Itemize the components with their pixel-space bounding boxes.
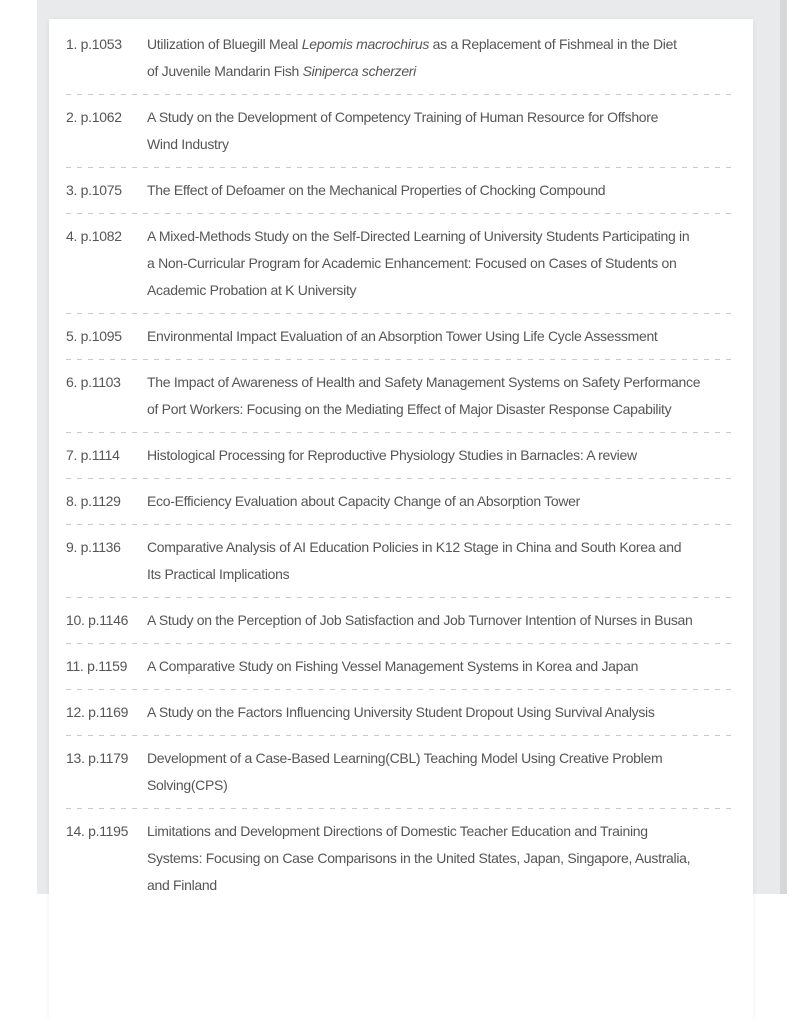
entry-title-link[interactable] bbox=[147, 442, 733, 469]
entry-number-page: 11. p.1159 bbox=[66, 658, 128, 674]
entry-title-link[interactable] bbox=[147, 177, 733, 204]
toc-entry bbox=[66, 22, 733, 94]
entry-title-link[interactable] bbox=[147, 31, 733, 85]
toc-entry bbox=[66, 690, 733, 735]
entry-title-line: Systems: Focusing on Case Comparisons in the United States, Japan, Singapore, Australia, bbox=[147, 850, 691, 866]
entry-number-page: 1. p.1053 bbox=[66, 36, 122, 52]
entry-title-link[interactable] bbox=[147, 534, 733, 588]
entry-number-page: 6. p.1103 bbox=[66, 374, 121, 390]
entry-title-line: Academic Probation at K University bbox=[147, 282, 357, 298]
toc-entry bbox=[66, 214, 733, 313]
entry-title-line: Its Practical Implications bbox=[147, 566, 290, 582]
entry-number-page: 9. p.1136 bbox=[66, 539, 121, 555]
entry-title-link[interactable] bbox=[147, 323, 733, 350]
toc-entry bbox=[66, 644, 733, 689]
entry-title-line: Solving(CPS) bbox=[147, 777, 228, 793]
toc-entry bbox=[66, 433, 733, 478]
entry-title-line: Limitations and Development Directions of Domestic Teacher Education and Training bbox=[147, 823, 648, 839]
toc-entry bbox=[66, 95, 733, 167]
entry-number-page: 2. p.1062 bbox=[66, 109, 122, 125]
entry-number-page: 13. p.1179 bbox=[66, 750, 129, 766]
toc-entry bbox=[66, 736, 733, 808]
entry-title-link[interactable] bbox=[147, 488, 733, 515]
entry-title-line: Histological Processing for Reproductive Physiology Studies in Barnacles: A review bbox=[147, 447, 637, 463]
entry-title-link[interactable] bbox=[147, 818, 733, 899]
entry-title-line: of Juvenile Mandarin Fish Siniperca scherzeri bbox=[147, 63, 416, 79]
toc-entry bbox=[66, 168, 733, 213]
entry-number-page: 8. p.1129 bbox=[66, 493, 121, 509]
toc-card bbox=[49, 19, 753, 1019]
entry-number-page: 4. p.1082 bbox=[66, 228, 122, 244]
entry-title-line: Utilization of Bluegill Meal Lepomis macrochirus as a Replacement of Fishmeal in the Diet bbox=[147, 36, 677, 52]
entry-title-line: Wind Industry bbox=[147, 136, 229, 152]
entry-title-link[interactable] bbox=[147, 607, 733, 634]
entry-title-line: The Impact of Awareness of Health and Safety Management Systems on Safety Performance bbox=[147, 374, 701, 390]
entry-title-line: A Comparative Study on Fishing Vessel Management Systems in Korea and Japan bbox=[147, 658, 639, 674]
entry-title-line: Environmental Impact Evaluation of an Absorption Tower Using Life Cycle Assessment bbox=[147, 328, 658, 344]
entry-title-line: A Study on the Development of Competency Training of Human Resource for Offshore bbox=[147, 109, 659, 125]
entry-title-line: A Study on the Factors Influencing University Student Dropout Using Survival Analysis bbox=[147, 704, 655, 720]
toc-entry bbox=[66, 479, 733, 524]
entry-number-page: 14. p.1195 bbox=[66, 823, 129, 839]
toc-entry bbox=[66, 360, 733, 432]
entry-number-page: 10. p.1146 bbox=[66, 612, 129, 628]
entry-title-line: Development of a Case-Based Learning(CBL) Teaching Model Using Creative Problem bbox=[147, 750, 663, 766]
entry-title-link[interactable] bbox=[147, 223, 733, 304]
entry-title-line: A Study on the Perception of Job Satisfaction and Job Turnover Intention of Nurses in Busan bbox=[147, 612, 693, 628]
toc-entry bbox=[66, 314, 733, 359]
toc-entry bbox=[66, 809, 733, 908]
entry-number-page: 12. p.1169 bbox=[66, 704, 129, 720]
toc-list bbox=[66, 22, 733, 908]
entry-title-link[interactable] bbox=[147, 104, 733, 158]
entry-number-page: 5. p.1095 bbox=[66, 328, 122, 344]
entry-title-line: The Effect of Defoamer on the Mechanical Properties of Chocking Compound bbox=[147, 182, 606, 198]
entry-title-line: of Port Workers: Focusing on the Mediating Effect of Major Disaster Response Capability bbox=[147, 401, 672, 417]
entry-title-line: A Mixed-Methods Study on the Self-Directed Learning of University Students Participating in bbox=[147, 228, 690, 244]
content-panel bbox=[37, 0, 787, 894]
entry-title-line: Eco-Efficiency Evaluation about Capacity Change of an Absorption Tower bbox=[147, 493, 580, 509]
toc-entry bbox=[66, 598, 733, 643]
entry-title-link[interactable] bbox=[147, 699, 733, 726]
entry-title-link[interactable] bbox=[147, 653, 733, 680]
entry-title-link[interactable] bbox=[147, 369, 733, 423]
entry-number-page: 3. p.1075 bbox=[66, 182, 122, 198]
entry-title-line: a Non-Curricular Program for Academic Enhancement: Focused on Cases of Students on bbox=[147, 255, 677, 271]
entry-title-line: and Finland bbox=[147, 877, 217, 893]
toc-entry bbox=[66, 525, 733, 597]
entry-number-page: 7. p.1114 bbox=[66, 447, 120, 463]
entry-title-line: Comparative Analysis of AI Education Policies in K12 Stage in China and South Korea and bbox=[147, 539, 682, 555]
entry-title-link[interactable] bbox=[147, 745, 733, 799]
